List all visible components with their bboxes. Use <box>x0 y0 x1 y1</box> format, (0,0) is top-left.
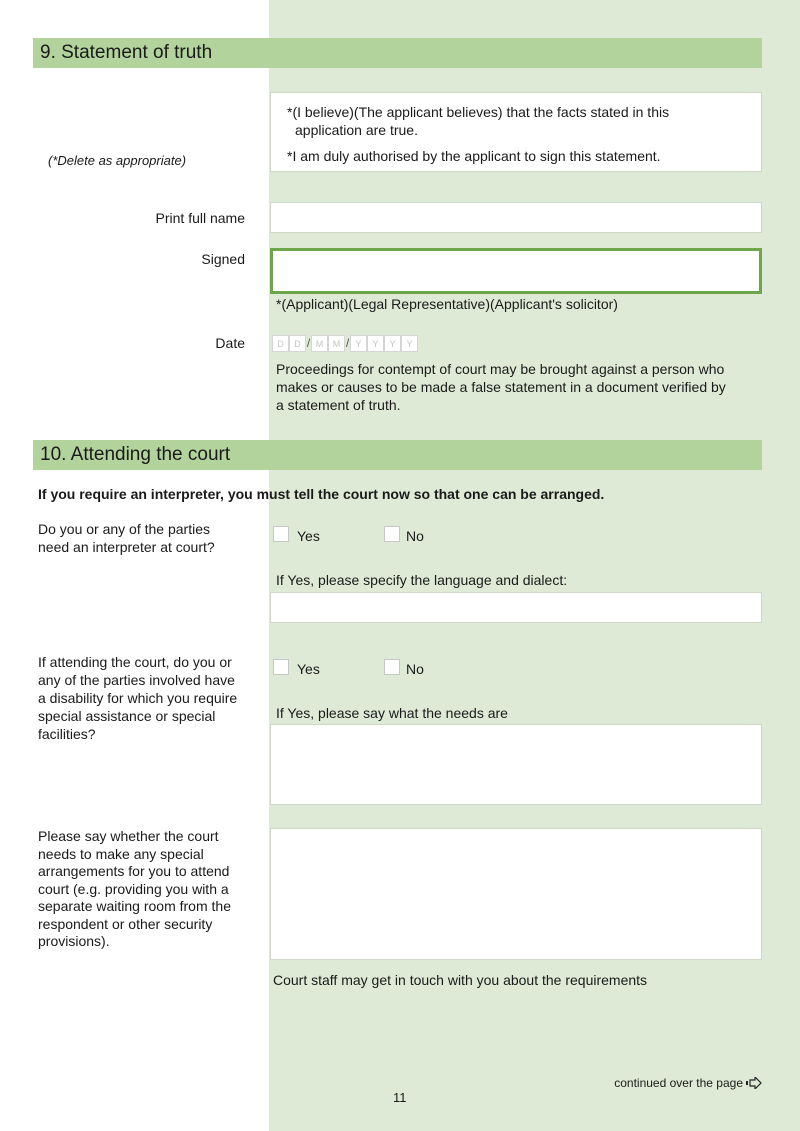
interpreter-question-line-1: Do you or any of the parties <box>38 521 210 537</box>
date-label: Date <box>215 335 245 351</box>
interpreter-yes-label: Yes <box>297 528 320 544</box>
section-heading-attending-court: 10. Attending the court <box>33 440 762 470</box>
disability-no-checkbox[interactable] <box>384 659 400 675</box>
disability-yes-checkbox[interactable] <box>273 659 289 675</box>
special-arrangements-textarea[interactable] <box>270 828 762 960</box>
date-day-2[interactable]: D <box>289 335 306 352</box>
disability-yes-label: Yes <box>297 661 320 677</box>
interpreter-yes-checkbox[interactable] <box>273 526 289 542</box>
disability-question <box>38 653 263 743</box>
signer-roles: *(Applicant)(Legal Representative)(Applicant's solicitor) <box>276 296 618 312</box>
date-year-3[interactable]: Y <box>384 335 401 352</box>
special-question-line: respondent or other security <box>38 915 213 932</box>
interpreter-question-line-2: need an interpreter at court? <box>38 539 215 555</box>
disability-question-line: If attending the court, do you or <box>38 654 232 670</box>
disability-question-line: any of the parties involved have <box>38 672 235 688</box>
language-prompt: If Yes, please specify the language and dialect: <box>276 572 568 588</box>
date-separator: / <box>306 336 311 350</box>
signed-label: Signed <box>201 251 245 267</box>
delete-note: (*Delete as appropriate) <box>48 153 187 168</box>
needs-textarea[interactable] <box>270 724 762 805</box>
belief-line-1: *(I believe)(The applicant believes) that the facts stated in this <box>287 104 670 120</box>
section-heading-statement-of-truth: 9. Statement of truth <box>33 38 762 68</box>
date-day-1[interactable]: D <box>272 335 289 352</box>
interpreter-no-checkbox[interactable] <box>384 526 400 542</box>
contempt-warning <box>276 360 726 414</box>
contempt-line-1: Proceedings for contempt of court may be brought against a person who <box>276 361 725 377</box>
interpreter-question <box>38 520 215 556</box>
date-year-4[interactable]: Y <box>401 335 418 352</box>
arrow-right-icon <box>746 1077 762 1089</box>
belief-line-2: application are true. <box>295 122 418 138</box>
language-input[interactable] <box>270 592 762 623</box>
page-number: 11 <box>393 1090 407 1105</box>
contempt-line-3: a statement of truth. <box>276 397 401 413</box>
date-month-2[interactable]: M <box>328 335 345 352</box>
special-question-line: arrangements for you to attend <box>38 863 230 879</box>
continued-over-page <box>614 1076 762 1090</box>
disability-question-line: special assistance or special <box>38 708 216 724</box>
contempt-line-2: makes or causes to be made a false statement in a document verified by <box>276 379 726 395</box>
interpreter-notice: If you require an interpreter, you must tell the court now so that one can be arranged. <box>38 486 605 502</box>
disability-question-line: a disability for which you require <box>38 690 238 706</box>
special-question-line: Please say whether the court <box>38 828 219 844</box>
interpreter-no-label: No <box>406 528 424 544</box>
special-question-line: provisions). <box>38 933 110 949</box>
date-year-1[interactable]: Y <box>350 335 367 352</box>
special-question-line: needs to make any special <box>38 845 204 862</box>
date-input-group <box>272 334 418 352</box>
belief-statement <box>287 103 761 139</box>
print-name-label: Print full name <box>155 210 245 226</box>
needs-prompt: If Yes, please say what the needs are <box>276 705 508 721</box>
authorised-statement: *I am duly authorised by the applicant to sign this statement. <box>287 148 661 164</box>
court-staff-note: Court staff may get in touch with you about the requirements <box>273 972 648 988</box>
statement-box <box>270 92 762 172</box>
date-month-1[interactable]: M <box>311 335 328 352</box>
disability-question-line: facilities? <box>38 726 96 742</box>
disability-no-label: No <box>406 661 424 677</box>
special-question-line: separate waiting room from the <box>38 898 231 914</box>
date-year-2[interactable]: Y <box>367 335 384 352</box>
special-arrangements-question <box>38 828 263 951</box>
print-name-input[interactable] <box>270 202 762 233</box>
special-question-line: court (e.g. providing you with a <box>38 880 229 897</box>
signature-field[interactable] <box>270 248 762 294</box>
continued-text: continued over the page <box>614 1076 743 1090</box>
date-separator: / <box>345 336 350 350</box>
